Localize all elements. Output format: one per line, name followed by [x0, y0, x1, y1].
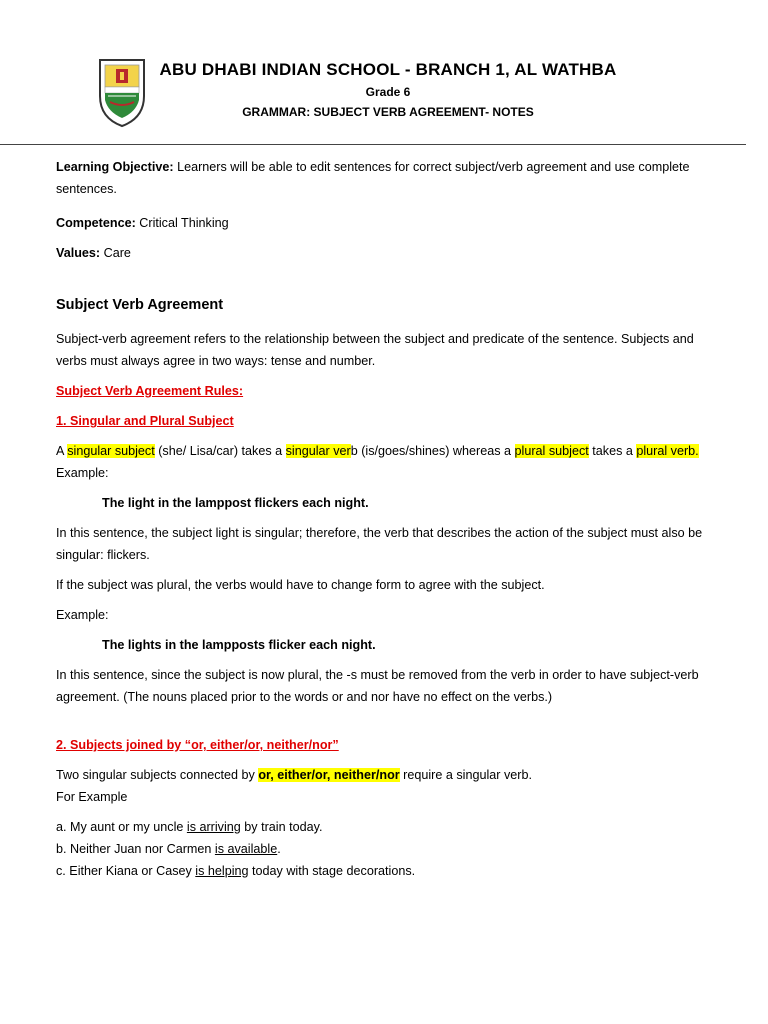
list-item — [56, 816, 716, 838]
explanation: In this sentence, since the subject is now plural, the -s must be removed from the verb in order to have subject-verb agreement. (The nouns placed prior to the words or and nor have no effect on the verbs.) — [56, 668, 699, 704]
competence — [56, 212, 716, 234]
objective-label: Learning Objective: — [56, 160, 174, 174]
header-divider — [0, 144, 746, 145]
list-item-verb: is arriving — [186, 820, 241, 834]
list-item-text: today with stage decorations. — [248, 864, 416, 878]
competence-label: Competence: — [56, 216, 136, 230]
rule2-text-part: require a singular verb. — [399, 768, 532, 782]
rule1-text-part: A — [56, 444, 68, 458]
list-item — [56, 860, 716, 882]
rule1-text-part: takes a — [588, 444, 637, 458]
list-item-text: . — [277, 842, 281, 856]
section-heading: Subject Verb Agreement — [56, 297, 224, 313]
rule2-text-part: Two singular subjects connected by — [56, 768, 259, 782]
rule1-text-part: b (is/goes/shines) whereas a — [350, 444, 515, 458]
competence-text: Critical Thinking — [135, 216, 229, 230]
rules-heading: Subject Verb Agreement Rules: — [56, 384, 244, 398]
learning-objective — [56, 156, 716, 200]
for-example-label: For Example — [56, 790, 128, 804]
highlight-singular-subject: singular subject — [67, 444, 155, 458]
rule1-text — [56, 440, 716, 462]
document-subtitle: GRAMMAR: SUBJECT VERB AGREEMENT- NOTES — [242, 105, 534, 119]
highlight-conjunctions: or, either/or, neither/nor — [258, 768, 400, 782]
highlight-plural-subject: plural subject — [514, 444, 589, 458]
rule2-heading: 2. Subjects joined by “or, either/or, neither/nor” — [56, 738, 339, 752]
example-label: Example: — [56, 608, 109, 622]
section-intro: Subject-verb agreement refers to the relationship between the subject and predicate of the sentence. Subjects and verbs must always agree in two ways: tense and number. — [56, 332, 694, 368]
values-label: Values: — [56, 246, 101, 260]
example-sentence: The lights in the lampposts flicker each night. — [102, 638, 376, 652]
rule2-text — [56, 764, 716, 786]
example-label: Example: — [56, 466, 109, 480]
document-header — [0, 0, 768, 146]
objective-text: Learners will be able to edit sentences for correct subject/verb agreement and use complete sentences. — [56, 160, 690, 196]
grade-label: Grade 6 — [365, 85, 411, 99]
list-item — [56, 838, 716, 860]
document-body — [56, 156, 716, 882]
highlight-plural-verb: plural verb. — [636, 444, 699, 458]
values — [56, 242, 716, 264]
rule1-text-part: (she/ Lisa/car) takes a — [154, 444, 286, 458]
values-text: Care — [100, 246, 131, 260]
list-item-text: a. My aunt or my uncle — [56, 820, 187, 834]
highlight-singular-verb: singular ver — [285, 444, 351, 458]
list-item-text: by train today. — [240, 820, 323, 834]
example-sentence: The light in the lamppost flickers each night. — [102, 496, 369, 510]
list-item-verb: is available — [214, 842, 278, 856]
list-item-text: c. Either Kiana or Casey — [56, 864, 196, 878]
list-item-text: b. Neither Juan nor Carmen — [56, 842, 215, 856]
rule1-heading: 1. Singular and Plural Subject — [56, 414, 234, 428]
explanation: In this sentence, the subject light is singular; therefore, the verb that describes the action of the subject must also be singular: flickers. — [56, 526, 703, 562]
explanation: If the subject was plural, the verbs would have to change form to agree with the subject. — [56, 578, 545, 592]
list-item-verb: is helping — [195, 864, 249, 878]
school-name: ABU DHABI INDIAN SCHOOL - BRANCH 1, AL WATHBA — [159, 60, 617, 79]
